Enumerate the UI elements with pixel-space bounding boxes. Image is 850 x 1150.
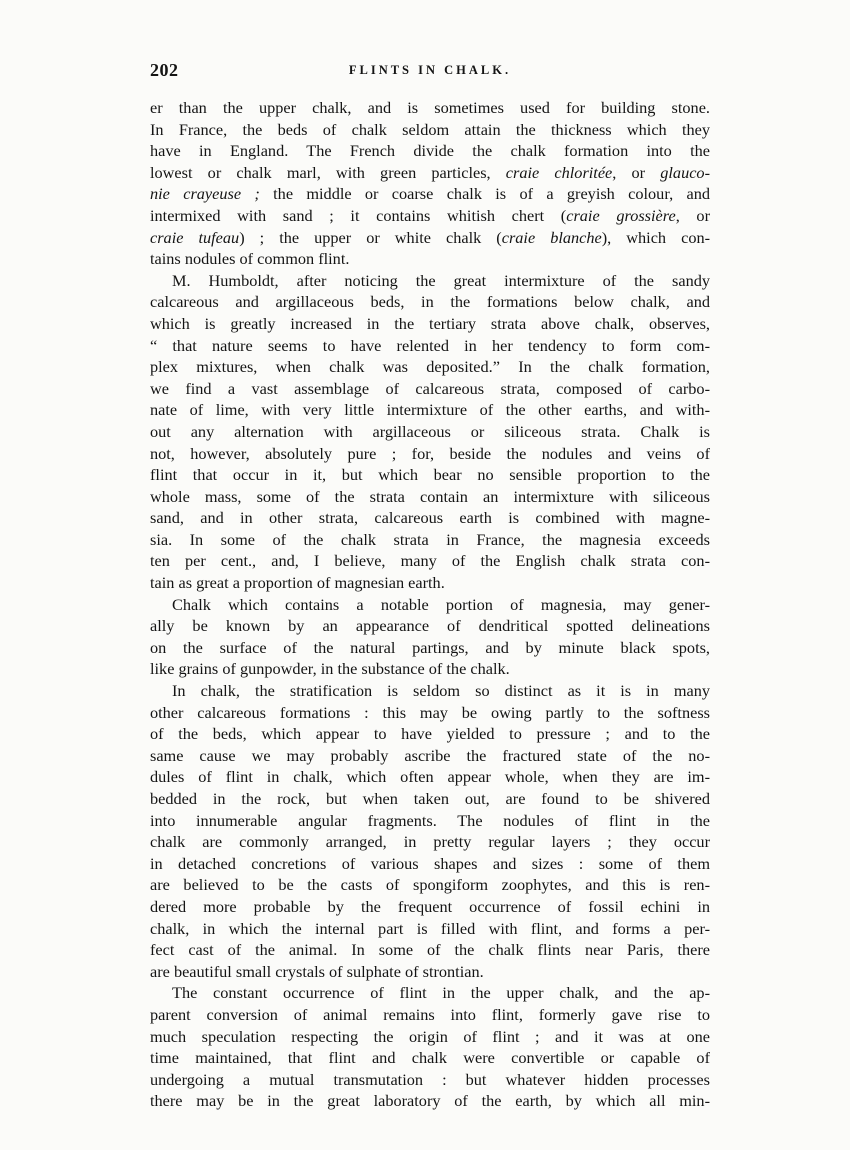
text-line	[150, 594, 710, 616]
text-line	[150, 227, 710, 249]
text-line	[150, 702, 710, 724]
text-run: the middle or coarse chalk is of a greyish colour, and	[259, 184, 710, 204]
text-run: parent conversion of animal remains into flint, formerly gave rise to	[150, 1004, 710, 1024]
text-run: nate of lime, with very little intermixture of the other earths, and with-	[150, 400, 710, 420]
text-line	[150, 464, 710, 486]
text-line	[150, 443, 710, 465]
text-line	[150, 378, 710, 400]
text-run: sand, and in other strata, calcareous earth is combined with magne-	[150, 508, 710, 528]
text-line	[150, 1047, 710, 1069]
text-run: intermixed with sand ; it contains whitish chert (	[150, 205, 567, 225]
text-run: not, however, absolutely pure ; for, beside the nodules and veins of	[150, 443, 710, 463]
italic-text: glauco-	[660, 162, 710, 182]
text-line	[150, 831, 710, 853]
text-line	[150, 550, 710, 572]
text-run: tains nodules of common flint.	[150, 249, 350, 269]
text-run: chalk are commonly arranged, in pretty regular layers ; they occur	[150, 832, 710, 852]
text-run: tain as great a proportion of magnesian earth.	[150, 573, 445, 593]
text-line	[150, 140, 710, 162]
text-run: out any alternation with argillaceous or siliceous strata. Chalk is	[150, 421, 710, 441]
text-line	[150, 248, 710, 270]
text-run: other calcareous formations : this may be owing partly to the softness	[150, 702, 710, 722]
text-line	[150, 1026, 710, 1048]
text-line	[150, 572, 710, 594]
text-line	[150, 658, 710, 680]
text-line	[150, 162, 710, 184]
text-line	[150, 918, 710, 940]
text-run: dules of flint in chalk, which often appear whole, when they are im-	[150, 767, 710, 787]
text-line	[150, 1090, 710, 1112]
running-title: FLINTS IN CHALK.	[348, 63, 512, 77]
text-run: on the surface of the natural partings, and by minute black spots,	[150, 637, 710, 657]
text-line	[150, 97, 710, 119]
text-run: lowest or chalk marl, with green particles,	[150, 162, 506, 182]
text-line	[150, 356, 710, 378]
text-line	[150, 1069, 710, 1091]
text-run: , or	[675, 205, 710, 225]
text-run: there may be in the great laboratory of the earth, by which all min-	[150, 1091, 710, 1111]
italic-text: craie grossière	[566, 205, 676, 225]
text-run: bedded in the rock, but when taken out, are found to be shivered	[150, 789, 710, 808]
text-run: time maintained, that flint and chalk were convertible or capable of	[150, 1048, 710, 1068]
text-line	[150, 119, 710, 141]
text-run: , or	[612, 162, 661, 182]
italic-text: craie blanche	[501, 227, 602, 247]
text-run: plex mixtures, when chalk was deposited.” In the chalk formation,	[150, 357, 710, 377]
text-line	[150, 637, 710, 659]
text-run: “ that nature seems to have relented in her tendency to form com-	[150, 335, 710, 355]
text-run: fect cast of the animal. In some of the chalk flints near Paris, there	[150, 940, 710, 960]
text-run: Chalk which contains a notable portion of magnesia, may gener-	[172, 594, 710, 614]
text-run: chalk, in which the internal part is filled with flint, and forms a per-	[150, 918, 710, 938]
text-line	[150, 896, 710, 918]
text-line	[150, 205, 710, 227]
text-run: of the beds, which appear to have yielded to pressure ; and to the	[150, 724, 710, 744]
text-line	[150, 270, 710, 292]
text-run: calcareous and argillaceous beds, in the formations below chalk, and	[150, 292, 710, 312]
text-line	[150, 399, 710, 421]
body-text	[150, 97, 710, 1112]
text-line	[150, 766, 710, 788]
text-line	[150, 507, 710, 529]
text-run: are believed to be the casts of spongiform zoophytes, and this is ren-	[150, 875, 710, 895]
text-run: ally be known by an appearance of dendritical spotted delineations	[150, 616, 710, 636]
italic-text: craie tufeau	[150, 227, 240, 247]
text-run: whole mass, some of the strata contain an intermixture with siliceous	[150, 486, 710, 506]
text-run: are beautiful small crystals of sulphate of strontian.	[150, 961, 484, 981]
text-run: have in England. The French divide the chalk formation into the	[150, 141, 710, 161]
text-run: er than the upper chalk, and is sometimes used for building stone.	[150, 98, 710, 117]
text-line	[150, 1004, 710, 1026]
text-run: like grains of gunpowder, in the substance of the chalk.	[150, 659, 510, 679]
text-line	[150, 313, 710, 335]
text-run: M. Humboldt, after noticing the great intermixture of the sandy	[172, 270, 710, 290]
italic-text: craie chloritée	[505, 162, 613, 182]
text-line	[150, 680, 710, 702]
text-line	[150, 529, 710, 551]
text-line	[150, 745, 710, 767]
text-line	[150, 183, 710, 205]
text-run: In France, the beds of chalk seldom attain the thickness which they	[150, 119, 710, 139]
text-run: which is greatly increased in the tertiary strata above chalk, observes,	[150, 313, 710, 333]
text-line	[150, 982, 710, 1004]
text-line	[150, 874, 710, 896]
text-line	[150, 723, 710, 745]
text-line	[150, 421, 710, 443]
text-run: flint that occur in it, but which bear no sensible proportion to the	[150, 465, 710, 485]
page-header	[150, 60, 710, 84]
text-run: In chalk, the stratification is seldom so distinct as it is in many	[172, 681, 710, 701]
text-run: dered more probable by the frequent occurrence of fossil echini in	[150, 896, 710, 916]
text-run: sia. In some of the chalk strata in France, the magnesia exceeds	[150, 529, 710, 549]
text-run: ten per cent., and, I believe, many of the English chalk strata con-	[150, 551, 710, 571]
text-run: The constant occurrence of flint in the upper chalk, and the ap-	[172, 983, 710, 1003]
text-line	[150, 961, 710, 983]
text-run: we find a vast assemblage of calcareous strata, composed of carbo-	[150, 378, 710, 398]
text-run: in detached concretions of various shapes and sizes : some of them	[150, 853, 710, 873]
text-line	[150, 335, 710, 357]
text-line	[150, 291, 710, 313]
text-line	[150, 810, 710, 832]
page-number: 202	[150, 60, 179, 80]
text-line	[150, 853, 710, 875]
text-run: into innumerable angular fragments. The nodules of flint in the	[150, 810, 710, 830]
text-run: undergoing a mutual transmutation : but whatever hidden processes	[150, 1069, 710, 1089]
text-line	[150, 788, 710, 810]
text-line	[150, 615, 710, 637]
text-line	[150, 939, 710, 961]
italic-text: nie crayeuse ;	[150, 184, 260, 204]
text-run: ), which con-	[601, 227, 710, 247]
text-run: ) ; the upper or white chalk (	[239, 227, 502, 247]
text-run: much speculation respecting the origin of flint ; and it was at one	[150, 1026, 710, 1046]
text-run: same cause we may probably ascribe the fractured state of the no-	[150, 745, 710, 765]
text-line	[150, 486, 710, 508]
